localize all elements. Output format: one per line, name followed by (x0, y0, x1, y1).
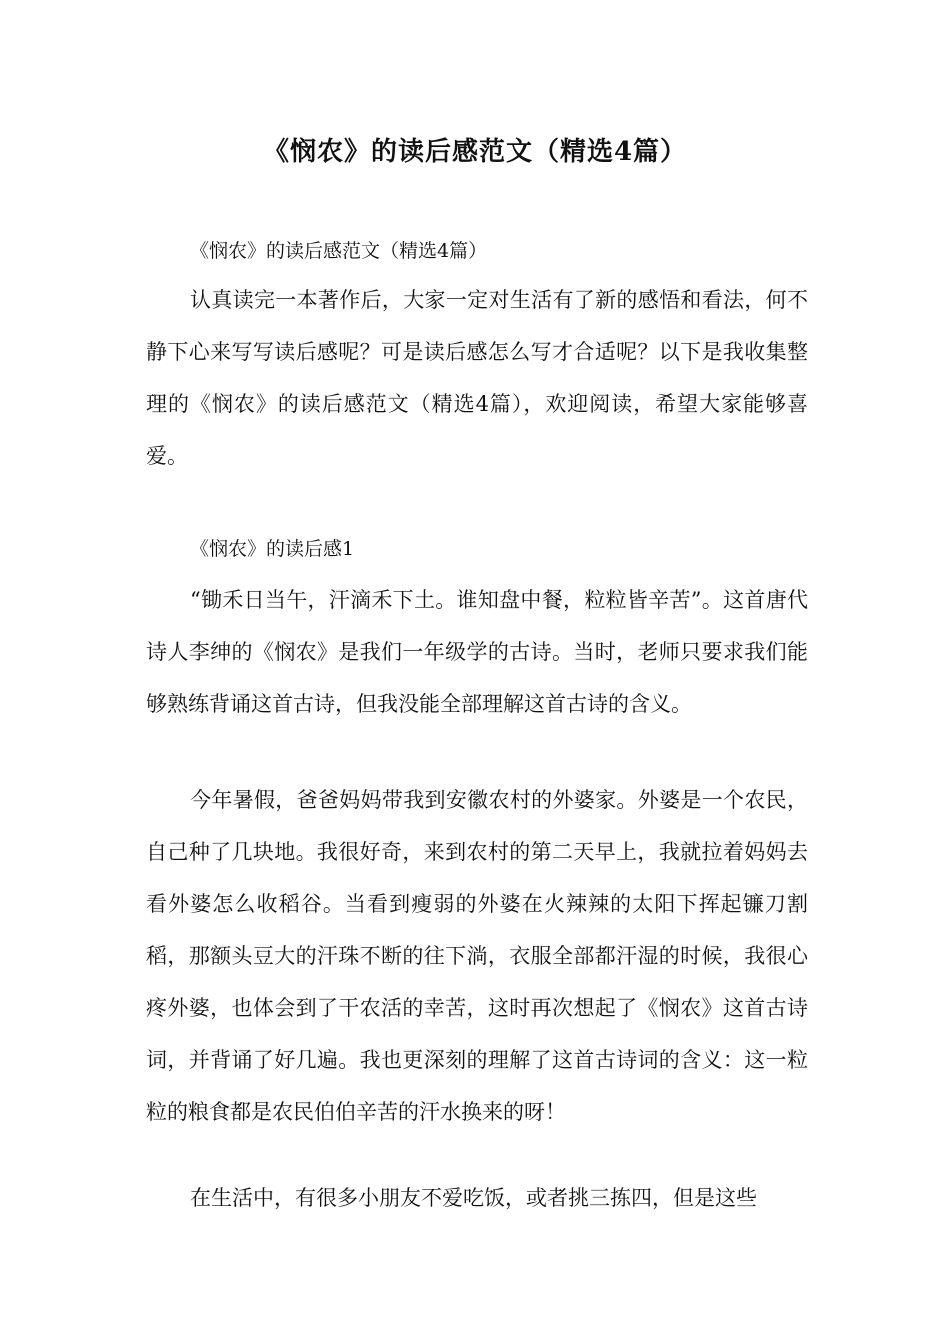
intro-paragraph: 认真读完一本著作后，大家一定对生活有了新的感悟和看法，何不静下心来写写读后感呢？可是读后感怎么写才合适呢？以下是我收集整理的《悯农》的读后感范文（精选4篇），欢迎阅读，希望大家能够喜爱。 (146, 288, 808, 468)
section-heading-1: 《悯农》的读后感1 (190, 538, 355, 560)
section1-paragraph-2: 今年暑假，爸爸妈妈带我到安徽农村的外婆家。外婆是一个农民，自己种了几块地。我很好奇，来到农村的第二天早上，我就拉着妈妈去看外婆怎么收稻谷。当看到瘦弱的外婆在火辣辣的太阳下挥起镰刀割稻，那额头豆大的汗珠不断的往下淌，衣服全部都汗湿的时候，我很心疼外婆，也体会到了干农活的幸苦，这时再次想起了《悯农》这首古诗词，并背诵了好几遍。我也更深刻的理解了这首古诗词的含义：这一粒粒的粮食都是农民伯伯辛苦的汗水换来的呀！ (146, 788, 808, 1124)
document-subtitle: 《悯农》的读后感范文（精选4篇） (190, 240, 488, 262)
section1-paragraph-1: “锄禾日当午，汗滴禾下土。谁知盘中餐，粒粒皆辛苦”。这首唐代诗人李绅的《悯农》是我们一年级学的古诗。当时，老师只要求我们能够熟练背诵这首古诗，但我没能全部理解这首古诗的含义。 (146, 588, 808, 716)
section1-paragraph-3: 在生活中，有很多小朋友不爱吃饭，或者挑三拣四，但是这些 (190, 1186, 757, 1210)
document-title: 《悯农》的读后感范文（精选4篇） (262, 137, 688, 167)
